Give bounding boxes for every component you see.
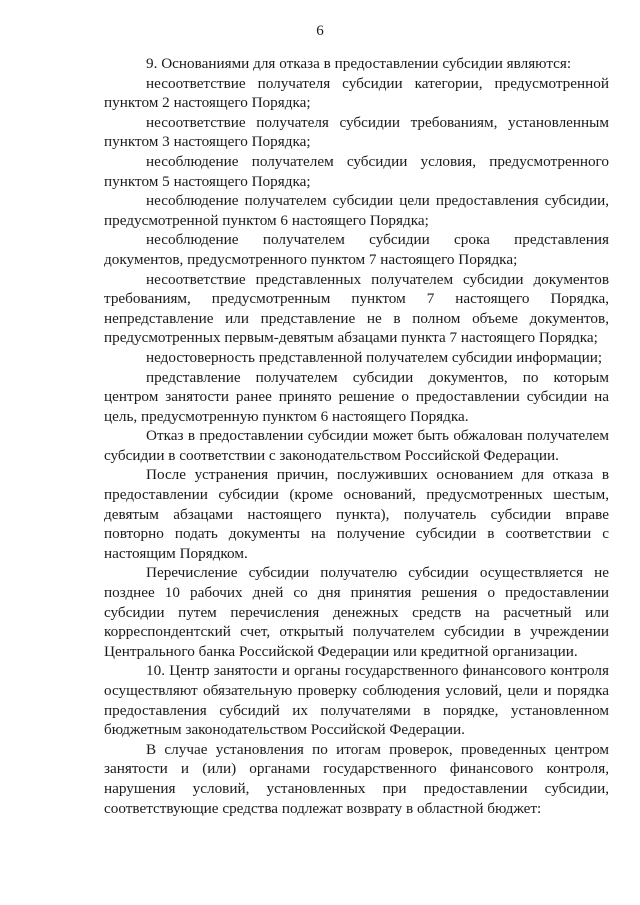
paragraph-control: 10. Центр занятости и органы государственного финансового контроля осуществляют обязательную проверку соблюдения условий, цели и порядка предоставления субсидий их получателями в порядке, установленном бюджетным законодательством Российской Федерации. (104, 662, 609, 739)
paragraph-ground-unreliable-info: недостоверность представленной получателем субсидии информации; (146, 348, 603, 366)
paragraph-ground-duplicate: представление получателем субсидии документов, по которым центром занятости ранее принято решение о предоставлении субсидии на цель, предусмотренную пунктом 6 настоящего Порядка. (104, 368, 609, 425)
paragraph-resubmission: После устранения причин, послуживших основанием для отказа в предоставлении субсидии (кроме оснований, предусмотренных шестым, девятым абзацами настоящего пункта), получатель субсидии вправе повторно подать документы на получение субсидии в соответствии с настоящим Порядком. (104, 466, 609, 562)
paragraph-ground-purpose: несоблюдение получателем субсидии цели предоставления субсидии, предусмотренной пунктом 6 настоящего Порядка; (104, 192, 609, 229)
paragraph-ground-condition: несоблюдение получателем субсидии условия, предусмотренного пунктом 5 настоящего Порядка; (104, 152, 609, 190)
document-body (104, 54, 609, 818)
paragraph-appeal: Отказ в предоставлении субсидии может быть обжалован получателем субсидии в соответствии с законодательством Российской Федерации. (104, 427, 609, 464)
paragraph-ground-documents: несоответствие представленных получателем субсидии документов требованиям, предусмотренным пунктом 7 настоящего Порядка, непредставление или представление не в полном объеме документов, предусмотренных первым-девятым абзацами пункта 7 настоящего Порядка; (104, 270, 609, 347)
page-number: 6 (316, 23, 324, 39)
paragraph-transfer: Перечисление субсидии получателю субсидии осуществляется не позднее 10 рабочих дней со дня принятия решения о предоставлении субсидии путем перечисления денежных средств на расчетный или корреспондентский счет, открытый получателем субсидии в учреждении Центрального банка Российской Федерации или кредитной организации. (104, 564, 609, 660)
paragraph-ground-deadline: несоблюдение получателем субсидии срока представления документов, предусмотренного пунктом 7 настоящего Порядка; (104, 231, 609, 268)
paragraph-refusal-grounds-intro: 9. Основаниями для отказа в предоставлении субсидии являются: (146, 55, 572, 72)
paragraph-ground-category: несоответствие получателя субсидии категории, предусмотренной пунктом 2 настоящего Порядка; (104, 74, 609, 112)
paragraph-refund: В случае установления по итогам проверок, проведенных центром занятости и (или) органами государственного финансового контроля, нарушения условий, установленных при предоставлении субсидии, соответствующие средства подлежат возврату в областной бюджет: (104, 740, 609, 817)
paragraph-ground-requirements: несоответствие получателя субсидии требованиям, установленным пунктом 3 настоящего Порядка; (104, 113, 609, 151)
